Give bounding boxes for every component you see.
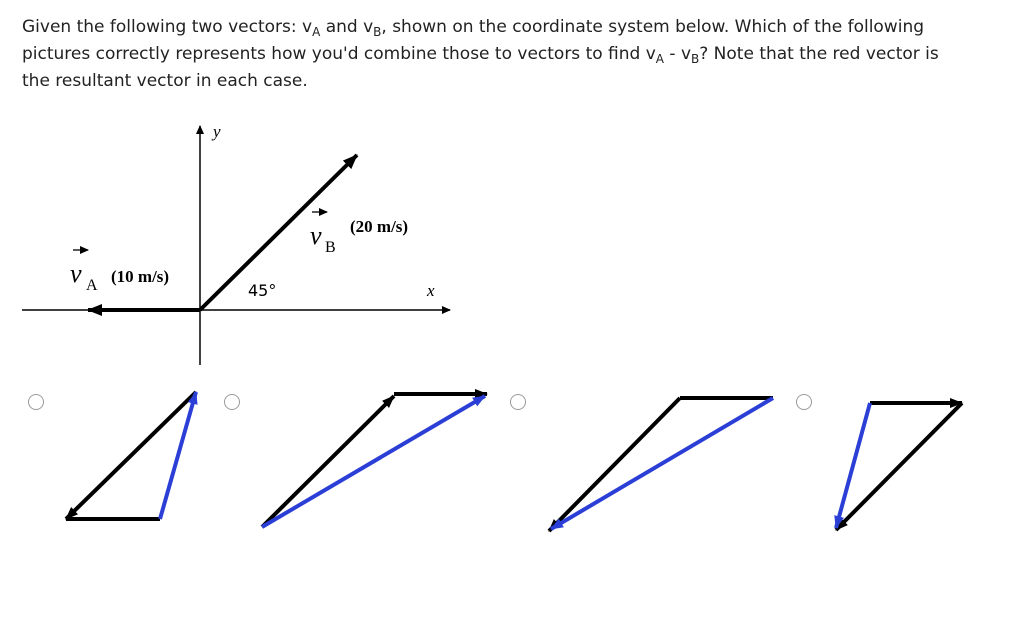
option-4-resultant xyxy=(836,403,870,528)
option-1-figure xyxy=(66,392,196,519)
question-line-1 xyxy=(22,14,1002,41)
vector-b-magnitude: (20 m/s) xyxy=(350,217,409,236)
vector-a-subscript: A xyxy=(86,277,98,294)
question-text-segment: , shown on the coordinate system below. Which of the following xyxy=(381,17,925,37)
vector-a-label xyxy=(70,250,169,294)
subscript-b: B xyxy=(691,52,700,66)
y-axis-label: y xyxy=(213,122,221,141)
angle-label: 45° xyxy=(248,281,277,300)
x-axis-label: x xyxy=(427,281,435,300)
question-line-2 xyxy=(22,41,1002,68)
question-text-segment: Given the following two vectors: v xyxy=(22,17,313,37)
question-text-segment: ? Note that the red vector is xyxy=(699,44,939,64)
vector-b-symbol: v xyxy=(310,221,322,250)
answer-figures xyxy=(0,380,1024,550)
subscript-a: A xyxy=(312,25,321,39)
question-text-segment: - v xyxy=(664,44,692,64)
option-4-figure xyxy=(836,403,962,530)
subscript-b: B xyxy=(373,25,382,39)
option-2-figure xyxy=(262,394,487,527)
subscript-a: A xyxy=(655,52,664,66)
vector-b-label xyxy=(310,212,408,256)
question-text xyxy=(22,14,1002,94)
vector-a-magnitude: (10 m/s) xyxy=(111,267,170,286)
vector-diagram xyxy=(0,110,470,370)
question-line-3: the resultant vector in each case. xyxy=(22,71,308,91)
vector-a-symbol: v xyxy=(70,259,82,288)
question-text-segment: and v xyxy=(320,17,374,37)
option-4-vector-b xyxy=(836,403,962,530)
question-text-segment: pictures correctly represents how you'd combine those to vectors to find v xyxy=(22,44,656,64)
option-3-figure xyxy=(549,398,773,531)
vector-b-subscript: B xyxy=(325,239,336,256)
vector-b xyxy=(200,155,357,310)
